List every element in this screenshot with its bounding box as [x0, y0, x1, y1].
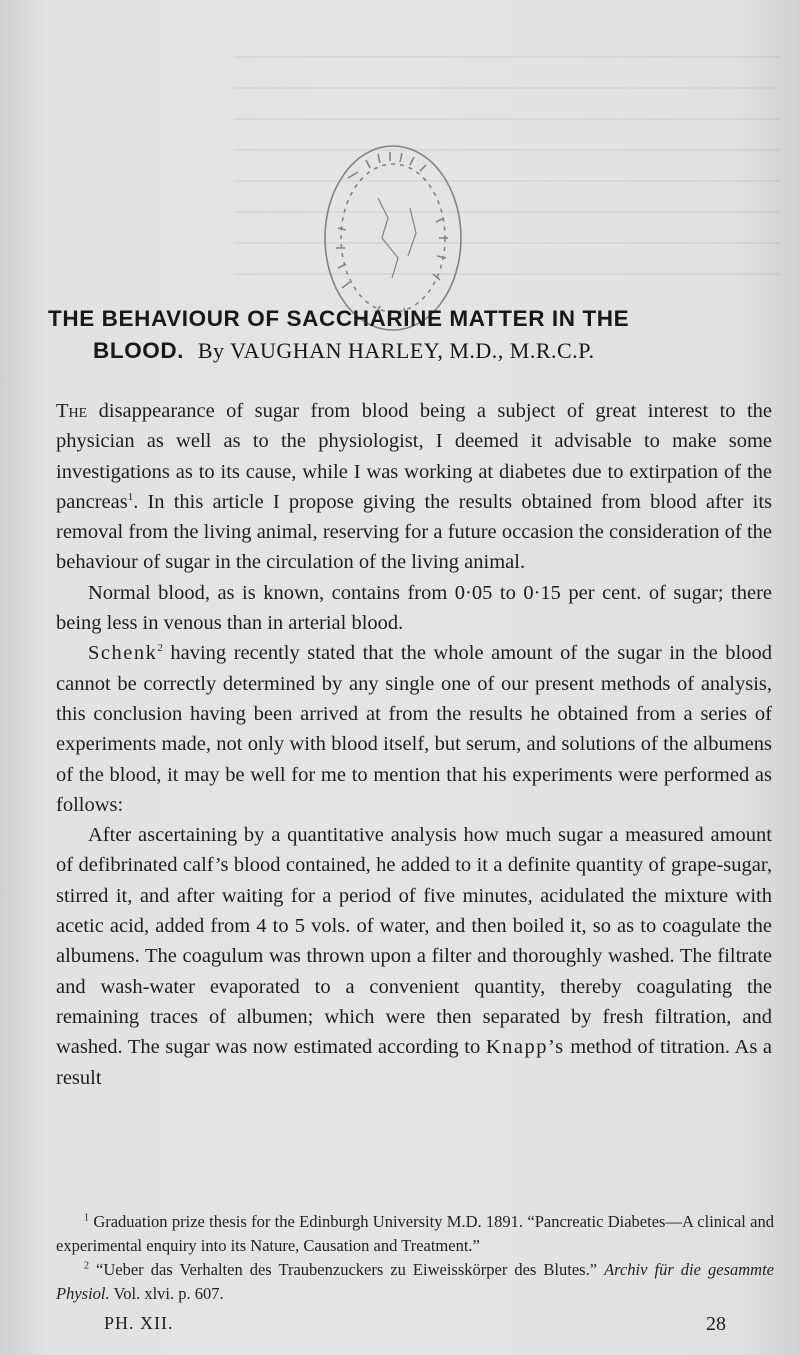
author-name-knapp: Knapp’s: [485, 1036, 565, 1059]
article-body: [56, 396, 772, 1093]
paragraph-4: [56, 820, 772, 1093]
paragraph-1: [56, 396, 772, 578]
paragraph-1-text-b: . In this article I propose giving the results obtained from blood after its removal from the living animal, reserving for a future occasion the consideration of the behaviour of sugar in the circulation of the living animal.: [56, 490, 772, 574]
page-number: 28: [706, 1313, 726, 1335]
paragraph-3-text: having recently stated that the whole amount of the sugar in the blood cannot be correctly determined by any single one of our present methods of analysis, this conclusion having been arrived at from the results he obtained from a series of experiments made, not only with blood itself, but serum, and solutions of the albumens of the blood, it may be well for me to mention that his experiments were performed as follows:: [56, 642, 772, 816]
paragraph-4-text-a: After ascertaining by a quantitative analysis how much sugar a measured amount of defibrinated calf’s blood contained, he added to it a definite quantity of grape-sugar, stirred it, and after waiting for a period of five minutes, acidulated the mixture with acetic acid, added from 4 to 5 vols. of water, and then boiled it, so as to coagulate the albumens. The coagulum was thrown upon a filter and thoroughly washed. The filtrate and wash-water evaporated to a convenient quantity, thereby coagulating the remaining traces of albumen; which were then separated by fresh filtration, and washed. The sugar was now estimated according to: [56, 824, 772, 1059]
author-name-schenk: Schenk: [88, 642, 158, 665]
footnote-2: [56, 1258, 774, 1306]
paragraph-4-text-b: method of titration. As a result: [56, 1036, 773, 1089]
footnote-1-text: Graduation prize thesis for the Edinburgh University M.D. 1891. “Pancreatic Diabetes—A clinical and experimental enquiry into its Nature, Causation and Treatment.”: [56, 1212, 774, 1255]
footnote-2-journal: Archiv für die gesammte Physiol.: [56, 1260, 774, 1303]
title-line-1: THE BEHAVIOUR OF SACCHARINE MATTER IN THE: [48, 306, 630, 331]
footnote-2-volume: Vol. xlvi. p. 607.: [109, 1284, 224, 1303]
footnote-2-number: 2: [84, 1260, 89, 1272]
drop-word: The: [56, 400, 88, 422]
paragraph-1-text-a: disappearance of sugar from blood being a subject of great interest to the physician as well as to the physiologist, I deemed it advisable to make some investigations as to its cause, while I was working at diabetes due to extirpation of the pancreas: [56, 400, 772, 513]
title-line-2: [93, 338, 595, 364]
footnote-1-number: 1: [84, 1212, 89, 1224]
title-blood: BLOOD.: [93, 338, 185, 363]
footnote-2-text: “Ueber das Verhalten des Traubenzuckers zu Eiweisskörper des Blutes.”: [89, 1260, 605, 1279]
signature-mark: PH. XII.: [104, 1313, 174, 1333]
author-byline: By VAUGHAN HARLEY, M.D., M.R.C.P.: [197, 338, 595, 363]
footnote-ref-2: 2: [157, 642, 163, 655]
footnote-1: [56, 1210, 774, 1258]
paragraph-2: Normal blood, as is known, contains from 0·05 to 0·15 per cent. of sugar; there being less in venous than in arterial blood.: [56, 581, 772, 635]
paragraph-3: [56, 638, 772, 820]
bleed-through-text: —————————————————————————— —————————————————————————— —————————————————————————— —————————————————————————— —————————————————————————— —————————————————————————— —————————————————————————— ——————————————————————————: [234, 43, 780, 284]
footnote-ref-1: 1: [127, 491, 134, 504]
footnotes: [56, 1210, 774, 1306]
